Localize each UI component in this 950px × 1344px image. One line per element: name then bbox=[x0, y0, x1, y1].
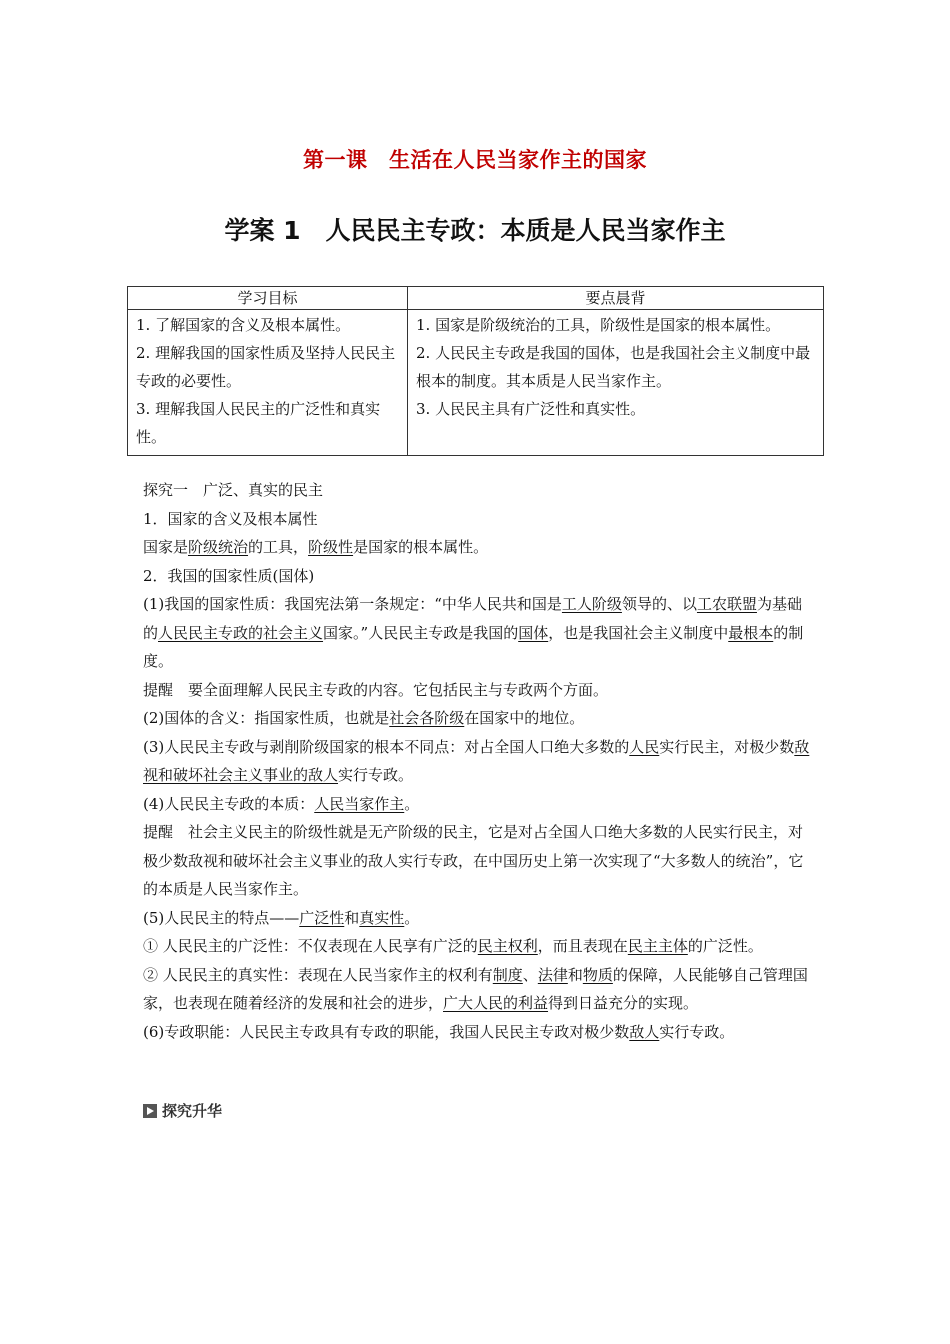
text-segment: 领导的、以 bbox=[621, 595, 697, 613]
text-segment: 实行专政。 bbox=[659, 1022, 735, 1041]
paragraph bbox=[143, 704, 813, 733]
text-segment: ，而且表现在 bbox=[537, 937, 628, 955]
goal-item: 1. 了解国家的含义及根本属性。 bbox=[136, 316, 351, 334]
text-segment: ，也是我国社会主义制度中 bbox=[548, 623, 729, 642]
goal-item: 2. 理解我国的国家性质及坚持人民民主专政的必要性。 bbox=[136, 344, 396, 390]
header-points: 要点晨背 bbox=[408, 287, 824, 310]
text-segment: (6)专政职能：人民民主专政具有专政的职能，我国人民民主专政对极少数 bbox=[143, 1022, 630, 1041]
answer-blank: 人民民主专政的社会主义 bbox=[158, 623, 324, 642]
goals-cell bbox=[128, 310, 408, 456]
text-segment: 得到日益充分的实现。 bbox=[548, 994, 699, 1012]
text-segment: ① 人民民主的广泛性：不仅表现在人民享有广泛的 bbox=[143, 937, 478, 955]
answer-blank: 法律 bbox=[537, 965, 568, 984]
answer-blank: 最根本 bbox=[728, 623, 774, 642]
goal-item: 3. 理解我国人民民主的广泛性和真实性。 bbox=[136, 400, 381, 446]
section-marker bbox=[143, 1100, 222, 1121]
content-body bbox=[143, 476, 813, 1046]
text-segment: 和 bbox=[567, 965, 583, 984]
answer-blank: 人民 bbox=[629, 737, 660, 756]
paragraph bbox=[143, 961, 813, 1018]
answer-blank: 工人阶级 bbox=[561, 595, 622, 613]
text-segment: (1)我国的国家性质：我国宪法第一条规定：“中华人民共和国是 bbox=[143, 595, 562, 613]
answer-blank: 制度 bbox=[492, 965, 523, 984]
answer-blank: 敌视和破坏社会主义事业的敌人 bbox=[143, 737, 810, 784]
text-segment: (5)人民民主的特点—— bbox=[143, 908, 300, 927]
answer-blank: 真实性 bbox=[359, 908, 405, 927]
answer-blank: 广泛性 bbox=[299, 908, 345, 927]
text-segment: 国家。”人民民主专政是我国的 bbox=[323, 623, 519, 642]
paragraph bbox=[143, 1018, 813, 1047]
tip-paragraph: 提醒 社会主义民主的阶级性就是无产阶级的民主，它是对占全国人口绝大多数的人民实行民主，对极少数敌视和破坏社会主义事业的敌人实行专政，在中国历史上第一次实现了“大多数人的统治”，它的本质是人民当家作主。 bbox=[143, 823, 804, 898]
paragraph bbox=[143, 533, 813, 562]
paragraph bbox=[143, 733, 813, 790]
answer-blank: 国体 bbox=[518, 623, 549, 642]
text-segment: 在国家中的地位。 bbox=[464, 709, 585, 727]
header-goals: 学习目标 bbox=[128, 287, 408, 310]
answer-blank: 民主权利 bbox=[477, 937, 538, 955]
text-segment: 实行专政。 bbox=[338, 766, 414, 784]
text-segment: ② 人民民主的真实性：表现在人民当家作主的权利有 bbox=[143, 965, 493, 984]
points-cell bbox=[408, 310, 824, 456]
point-item: 2. 人民民主专政是我国的国体，也是我国社会主义制度中最根本的制度。其本质是人民当家作主。 bbox=[416, 344, 811, 390]
text-segment: 、 bbox=[522, 965, 538, 984]
text-segment: 的工具， bbox=[248, 538, 309, 556]
section-marker-label: 探究升华 bbox=[162, 1102, 223, 1120]
text-segment: 和 bbox=[344, 908, 360, 927]
table-header-row bbox=[128, 287, 824, 310]
lesson-title: 第一课 生活在人民当家作主的国家 bbox=[303, 148, 647, 172]
text-segment: 的保障，人民能够自己管理国家，也表现在随着经济的发展和社会的进步， bbox=[143, 965, 808, 1012]
answer-blank: 物质 bbox=[582, 965, 613, 984]
play-triangle-icon bbox=[143, 1104, 157, 1118]
answer-blank: 广大人民的利益 bbox=[443, 994, 549, 1012]
text-segment: 是国家的根本属性。 bbox=[353, 538, 489, 556]
text-segment: (4)人民民主专政的本质： bbox=[143, 794, 315, 813]
text-segment: 国家是 bbox=[143, 538, 189, 556]
tip-paragraph: 提醒 要全面理解人民民主专政的内容。它包括民主与专政两个方面。 bbox=[143, 680, 609, 699]
text-segment: (2)国体的含义：指国家性质，也就是 bbox=[143, 709, 390, 727]
paragraph bbox=[143, 590, 813, 676]
text-segment: 实行民主，对极少数 bbox=[659, 737, 795, 756]
text-segment: 为基础的 bbox=[143, 595, 802, 642]
case-title: 学案 1 人民民主专政：本质是人民当家作主 bbox=[224, 216, 726, 245]
goals-table bbox=[127, 286, 824, 456]
answer-blank: 阶级统治 bbox=[188, 538, 249, 556]
point-item: 1. 国家是阶级统治的工具，阶级性是国家的根本属性。 bbox=[416, 316, 781, 334]
answer-blank: 民主主体 bbox=[627, 937, 688, 955]
answer-blank: 敌人 bbox=[629, 1022, 660, 1041]
answer-blank: 人民当家作主 bbox=[314, 794, 405, 813]
text-segment: 的广泛性。 bbox=[687, 937, 763, 955]
answer-blank: 工农联盟 bbox=[696, 595, 757, 613]
paragraph bbox=[143, 904, 813, 933]
paragraph bbox=[143, 932, 813, 961]
section-title: 2．我国的国家性质(国体) bbox=[143, 566, 315, 585]
text-segment: 。 bbox=[404, 794, 420, 813]
point-item: 3. 人民民主具有广泛性和真实性。 bbox=[416, 400, 646, 418]
answer-blank: 社会各阶级 bbox=[389, 709, 465, 727]
inquiry-title: 探究一 广泛、真实的民主 bbox=[143, 481, 324, 499]
answer-blank: 阶级性 bbox=[308, 538, 354, 556]
text-segment: 的制度。 bbox=[143, 623, 804, 670]
text-segment: (3)人民民主专政与剥削阶级国家的根本不同点：对占全国人口绝大多数的 bbox=[143, 737, 630, 756]
section-title: 1．国家的含义及根本属性 bbox=[143, 509, 318, 528]
table-body-row bbox=[128, 310, 824, 456]
text-segment: 。 bbox=[404, 908, 420, 927]
paragraph bbox=[143, 790, 813, 819]
